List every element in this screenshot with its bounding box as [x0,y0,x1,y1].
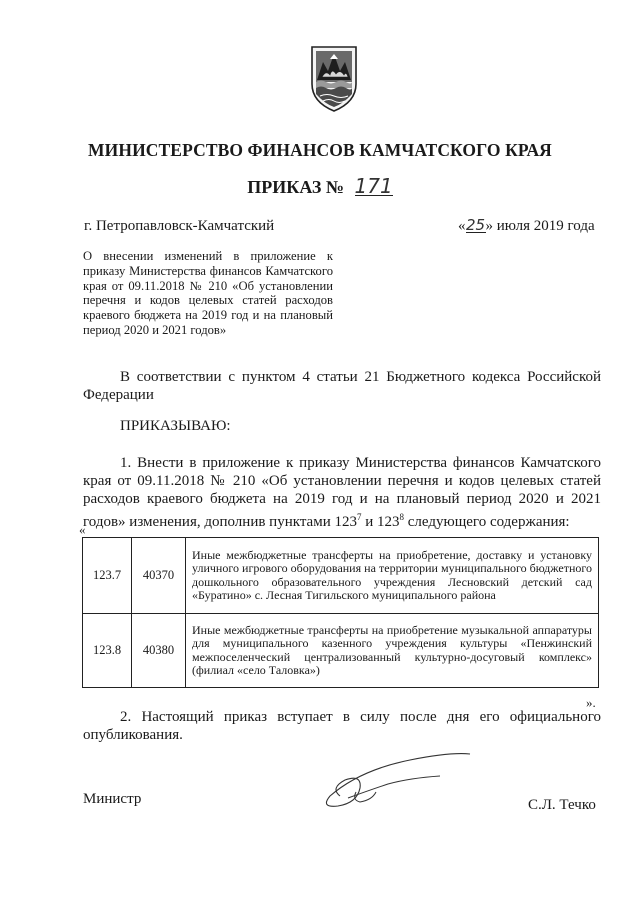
date-day: 25 [465,216,486,234]
point-1 [83,454,601,531]
signer-name: С.Л. Течко [528,797,596,813]
table-close-quote: ». [586,695,596,710]
minister-position: Министр [83,791,142,807]
order-number: 171 [354,174,393,198]
row-number: 123.7 [83,538,132,614]
preamble: В соответствии с пунктом 4 статьи 21 Бюджетного кодекса Российской Федерации [83,369,601,403]
table-row [83,538,599,614]
date-rest: » июля 2019 года [485,218,595,234]
point-1-sup-1: 7 [356,512,362,522]
point-1-and: и 123 [361,514,400,530]
table-row [83,614,599,688]
row-number: 123.8 [83,614,132,688]
row-code: 40370 [132,538,186,614]
table-open-quote: « [79,522,86,537]
date-open-quote: « [458,218,466,234]
signature-icon [300,748,490,818]
order-directive: ПРИКАЗЫВАЮ: [120,418,231,434]
order-title: ПРИКАЗ № [247,177,344,197]
order-date [458,218,595,235]
coat-of-arms-icon [308,44,360,114]
point-2: 2. Настоящий приказ вступает в силу после дня его официального опубликования. [83,709,601,743]
point-1-text: 1. Внести в приложение к приказу Министерства финансов Камчатского края от 09.11.2018 № 210 «Об установлении перечня и кодов целевых статей расходов краевого бюджета на 2019 год и на плановый период 2020 и 2021 годов» изменения, дополнив пунктами 123 [83,455,601,530]
row-description: Иные межбюджетные трансферты на приобретение музыкальной аппаратуры для муниципального казенного учреждения культуры «Пенжинский межпоселенческий централизованный культурно-досуговый комплекс» (филиал «село Таловка») [186,614,599,688]
city: г. Петропавловск-Камчатский [84,218,275,234]
point-1-tail: следующего содержания: [404,514,570,530]
order-subject: О внесении изменений в приложение к приказу Министерства финансов Камчатского края от 09.11.2018 № 210 «Об установлении перечня и кодов целевых статей расходов краевого бюджета на 2019 год и на плановый период 2020 и 2021 годов» [83,249,333,337]
ministry-title: МИНИСТЕРСТВО ФИНАНСОВ КАМЧАТСКОГО КРАЯ [88,140,552,160]
point-1-sup-2: 8 [399,512,405,522]
row-code: 40380 [132,614,186,688]
row-description: Иные межбюджетные трансферты на приобретение, доставку и установку уличного игрового оборудования на территории муниципального бюджетного дошкольного образовательного учреждения Лесновский детский сад «Буратино» с. Лесная Тигильского муниципального района [186,538,599,614]
target-items-table [82,537,599,688]
order-heading [0,174,640,198]
